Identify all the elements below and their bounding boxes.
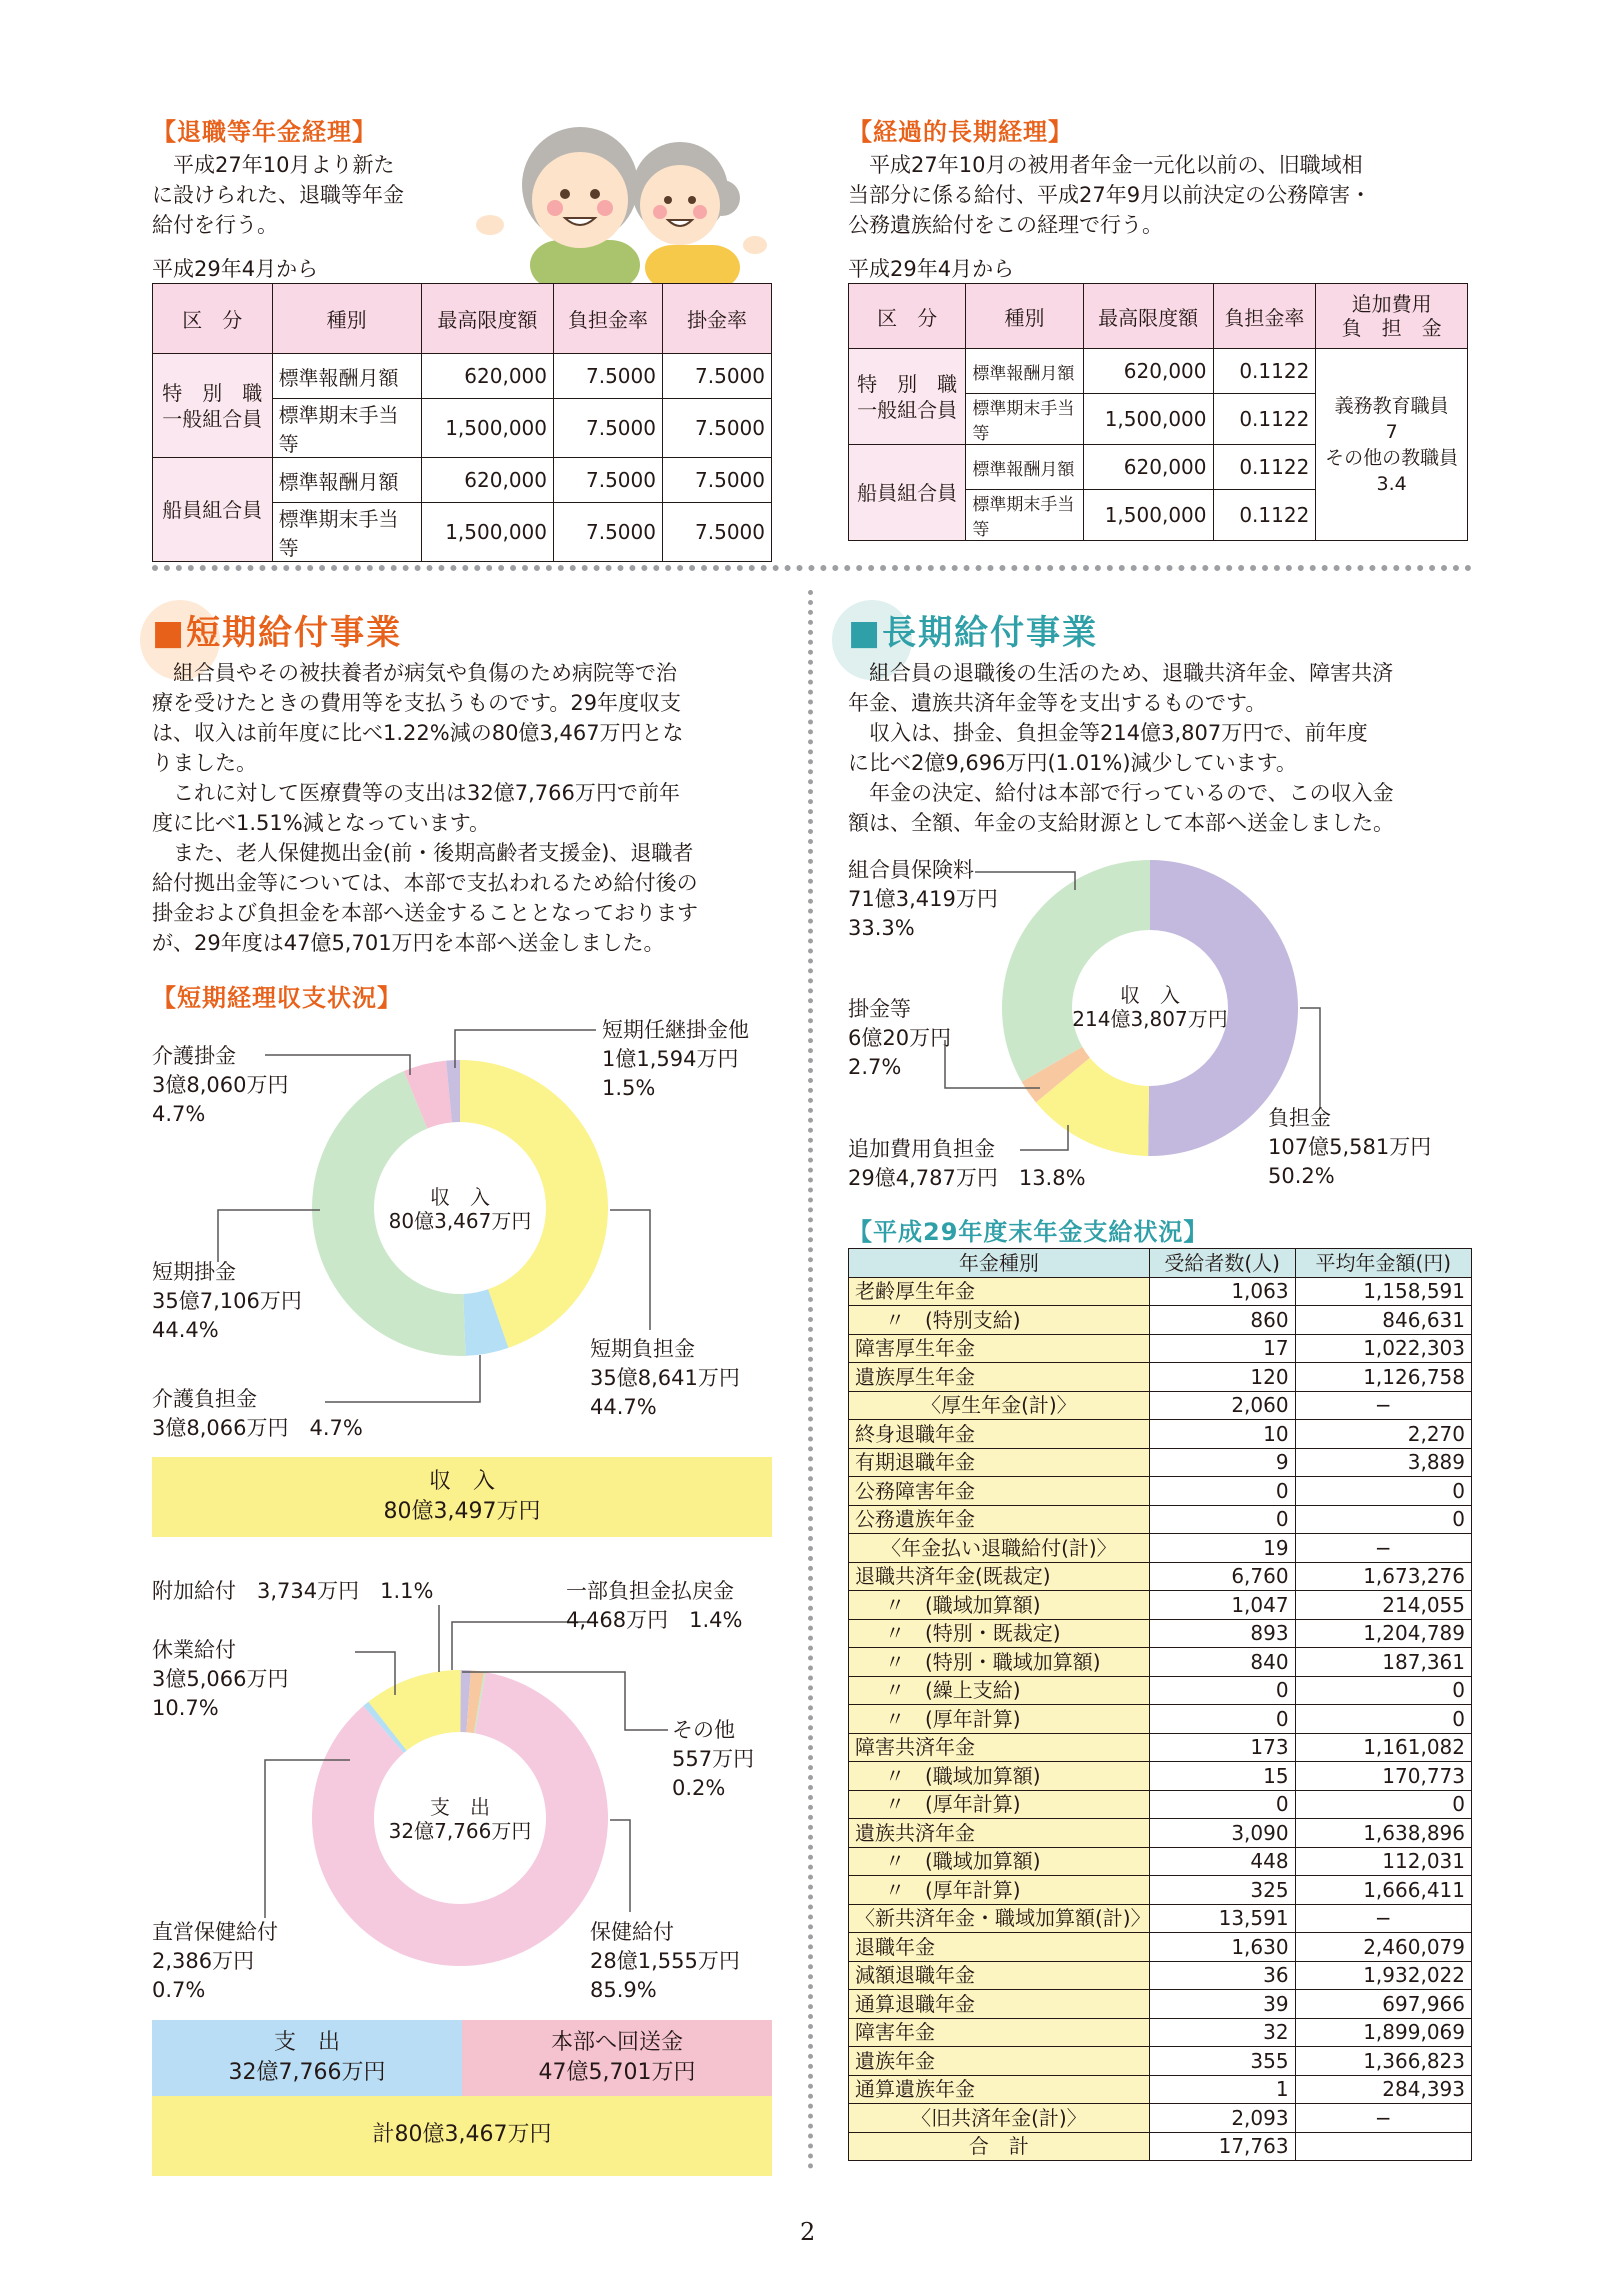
pension-value-cell: 1,022,303: [1295, 1334, 1471, 1363]
pension-header: 年金種別: [849, 1249, 1150, 1278]
pension-value-cell: 1,366,823: [1295, 2047, 1471, 2076]
table-row: [849, 1676, 1472, 1705]
pension-name-cell: 遺族年金: [849, 2047, 1150, 2076]
label-kyugyo: 休業給付 3億5,066万円 10.7%: [152, 1638, 289, 1720]
income-chart-center: 収 入 80億3,467万円: [388, 1185, 532, 1233]
table-row: [849, 1762, 1472, 1791]
table-row: [849, 1648, 1472, 1677]
table-row: [849, 1733, 1472, 1762]
horizontal-divider: [152, 565, 1472, 571]
pension-value-cell: 0: [1295, 1705, 1471, 1734]
pension-value-cell: 1,063: [1149, 1277, 1295, 1306]
pension-value-cell: 120: [1149, 1363, 1295, 1392]
pension-name-cell: 〃 (繰上支給): [849, 1676, 1150, 1705]
pension-value-cell: 1,126,758: [1295, 1363, 1471, 1392]
group-name: 特 別 職 一般組合員: [153, 354, 273, 458]
pension-value-cell: 1,932,022: [1295, 1961, 1471, 1990]
cell: 標準期末手当等: [966, 394, 1083, 445]
tsuika-extra: 義務教育職員 7 その他の教職員 3.4: [1316, 349, 1468, 541]
pension-name-cell: 〃 (厚年計算): [849, 1876, 1150, 1905]
cell: 標準報酬月額: [966, 349, 1083, 394]
table-row: [849, 1847, 1472, 1876]
cell: 620,000: [421, 354, 553, 399]
cell: 標準報酬月額: [272, 354, 421, 399]
pension-value-cell: 448: [1149, 1847, 1295, 1876]
pension-value-cell: 6,760: [1149, 1562, 1295, 1591]
pension-value-cell: 893: [1149, 1619, 1295, 1648]
pension-value-cell: 697,966: [1295, 1990, 1471, 2019]
cell: 0.1122: [1213, 394, 1316, 445]
label-tanki-futan: 短期負担金 35億8,641万円 44.7%: [590, 1337, 740, 1419]
cell: 標準報酬月額: [272, 458, 421, 503]
pension-value-cell: 2,060: [1149, 1391, 1295, 1420]
pension-name-cell: 老齢厚生年金: [849, 1277, 1150, 1306]
pension-value-cell: 1: [1149, 2075, 1295, 2104]
pension-value-cell: 2,270: [1295, 1420, 1471, 1449]
cell: 1,500,000: [1083, 394, 1213, 445]
taishoku-title: 【退職等年金経理】: [152, 118, 377, 146]
label-hokenryo: 組合員保険料 71億3,419万円 33.3%: [848, 858, 998, 940]
table-row: [849, 1819, 1472, 1848]
cell: 7.5000: [554, 399, 663, 458]
expense-box: 支 出 32億7,766万円: [152, 2020, 462, 2096]
pension-name-cell: 〃 (特別支給): [849, 1306, 1150, 1335]
pension-value-cell: 36: [1149, 1961, 1295, 1990]
pension-value-cell: 284,393: [1295, 2075, 1471, 2104]
pension-value-cell: 0: [1295, 1477, 1471, 1506]
pension-value-cell: 0: [1149, 1705, 1295, 1734]
pension-value-cell: 17: [1149, 1334, 1295, 1363]
cell: 0.1122: [1213, 349, 1316, 394]
pension-name-cell: 遺族厚生年金: [849, 1363, 1150, 1392]
cell: 標準期末手当等: [272, 399, 421, 458]
cell: 7.5000: [554, 503, 663, 562]
pension-value-cell: 1,630: [1149, 1933, 1295, 1962]
cell: 標準期末手当等: [272, 503, 421, 562]
pension-value-cell: [1295, 2132, 1471, 2161]
table-row: [849, 1334, 1472, 1363]
leader-lines-2: [0, 0, 1, 1]
pension-value-cell: 0: [1295, 1790, 1471, 1819]
label-kakekin: 掛金等 6億20万円 2.7%: [848, 997, 952, 1079]
pension-value-cell: 2,093: [1149, 2104, 1295, 2133]
cell: 7.5000: [662, 503, 771, 562]
cell: 0.1122: [1213, 445, 1316, 490]
pension-value-cell: −: [1295, 2104, 1471, 2133]
th-kubun: 区 分: [849, 284, 966, 349]
table-row: [849, 1477, 1472, 1506]
label-kaigo-kake: 介護掛金 3億8,060万円 4.7%: [152, 1044, 289, 1126]
group-name: 船員組合員: [153, 458, 273, 562]
table-row: [849, 1933, 1472, 1962]
cell: 7.5000: [662, 458, 771, 503]
th-shubetsu: 種別: [272, 284, 421, 354]
pension-name-cell: 障害年金: [849, 2018, 1150, 2047]
pension-name-cell: 通算退職年金: [849, 1990, 1150, 2019]
label-kaigo-futan: 介護負担金 3億8,066万円 4.7%: [152, 1387, 363, 1440]
pension-name-cell: 〈新共済年金・職域加算額(計)〉: [849, 1904, 1150, 1933]
pension-value-cell: 3,090: [1149, 1819, 1295, 1848]
pension-value-cell: 0: [1149, 1505, 1295, 1534]
pension-value-cell: 1,899,069: [1295, 2018, 1471, 2047]
table-row: [849, 1562, 1472, 1591]
table-row: [849, 2132, 1472, 2161]
group-name: 船員組合員: [849, 445, 966, 541]
cell: 0.1122: [1213, 490, 1316, 541]
pension-value-cell: 10: [1149, 1420, 1295, 1449]
cell: 標準期末手当等: [966, 490, 1083, 541]
pension-value-cell: −: [1295, 1391, 1471, 1420]
pension-value-cell: 32: [1149, 2018, 1295, 2047]
pension-value-cell: 1,638,896: [1295, 1819, 1471, 1848]
pension-name-cell: 〃 (厚年計算): [849, 1705, 1150, 1734]
group-name: 特 別 職 一般組合員: [849, 349, 966, 445]
th-futan: 負担金率: [554, 284, 663, 354]
cell: 7.5000: [554, 354, 663, 399]
pension-name-cell: 遺族共済年金: [849, 1819, 1150, 1848]
elderly-couple-illustration: [470, 90, 770, 290]
label-fuka: 附加給付 3,734万円 1.1%: [152, 1579, 434, 1603]
th-max: 最高限度額: [421, 284, 553, 354]
label-ichibu: 一部負担金払戻金 4,468万円 1.4%: [566, 1579, 743, 1632]
pension-value-cell: 13,591: [1149, 1904, 1295, 1933]
label-futan: 負担金 107億5,581万円 50.2%: [1268, 1106, 1432, 1188]
pension-table: [848, 1248, 1472, 2161]
keika-title: 【経過的長期経理】: [848, 118, 1073, 146]
page-number: 2: [800, 2218, 816, 2246]
table-row: [849, 2047, 1472, 2076]
cell: 標準報酬月額: [966, 445, 1083, 490]
pension-value-cell: 0: [1149, 1790, 1295, 1819]
pension-value-cell: 840: [1149, 1648, 1295, 1677]
label-tanki-kake: 短期掛金 35億7,106万円 44.4%: [152, 1260, 302, 1342]
pension-name-cell: 障害厚生年金: [849, 1334, 1150, 1363]
pension-value-cell: 214,055: [1295, 1591, 1471, 1620]
pension-name-cell: 終身退職年金: [849, 1420, 1150, 1449]
label-chokuei: 直営保健給付 2,386万円 0.7%: [152, 1920, 278, 2002]
pension-name-cell: 〃 (職域加算額): [849, 1762, 1150, 1791]
pension-value-cell: 325: [1149, 1876, 1295, 1905]
expense-chart-center: 支 出 32億7,766万円: [388, 1795, 532, 1843]
pension-value-cell: 1,047: [1149, 1591, 1295, 1620]
table-row: [849, 1790, 1472, 1819]
pension-value-cell: 0: [1149, 1477, 1295, 1506]
table-row: [849, 1306, 1472, 1335]
pension-name-cell: 〃 (職域加算額): [849, 1847, 1150, 1876]
table-row: [849, 1448, 1472, 1477]
cell: 1,500,000: [421, 503, 553, 562]
pension-value-cell: 1,666,411: [1295, 1876, 1471, 1905]
table-row: [849, 1876, 1472, 1905]
pension-name-cell: 合 計: [849, 2132, 1150, 2161]
cell: 620,000: [1083, 445, 1213, 490]
pension-value-cell: 170,773: [1295, 1762, 1471, 1791]
tanki-text: 組合員やその被扶養者が病気や負傷のため病院等で治 療を受けたときの費用等を支払うものです。29年度収支 は、収入は前年度に比べ1.22%減の80億3,467万円とな りました。 これに対して医療費等の支出は32億7,766万円で前年 度に比べ1.51%減となっています。 また、老人保健拠出金(前・後期高齢者支援金)、退職者 給付拠出金等については、本部で支払われるため給付後の 掛金および負担金を本部へ送金することとなっております が、29年度は47億5,701万円を本部へ送金しました。: [152, 661, 698, 955]
table-row: [849, 2075, 1472, 2104]
th-kubun: 区 分: [153, 284, 273, 354]
th-max: 最高限度額: [1083, 284, 1213, 349]
table-row: [849, 1277, 1472, 1306]
pension-name-cell: 〈厚生年金(計)〉: [849, 1391, 1150, 1420]
pension-name-cell: 退職年金: [849, 1933, 1150, 1962]
vertical-divider: [808, 590, 813, 2170]
pension-value-cell: 846,631: [1295, 1306, 1471, 1335]
pension-name-cell: 有期退職年金: [849, 1448, 1150, 1477]
honbu-box: 本部へ回送金 47億5,701万円: [462, 2020, 772, 2096]
pension-value-cell: 1,161,082: [1295, 1733, 1471, 1762]
choki-title: ■長期給付事業: [848, 613, 1099, 653]
taishoku-text: 平成27年10月より新た に設けられた、退職等年金 給付を行う。: [152, 153, 404, 237]
pension-value-cell: −: [1295, 1534, 1471, 1563]
th-kake: 掛金率: [662, 284, 771, 354]
pension-name-cell: 〃 (特別・既裁定): [849, 1619, 1150, 1648]
pension-value-cell: 355: [1149, 2047, 1295, 2076]
table-row: [849, 1961, 1472, 1990]
pension-name-cell: 退職共済年金(既裁定): [849, 1562, 1150, 1591]
table-row: [849, 2018, 1472, 2047]
keika-table: [848, 283, 1468, 541]
pension-header: 平均年金額(円): [1295, 1249, 1471, 1278]
pension-name-cell: 障害共済年金: [849, 1733, 1150, 1762]
table-row: [849, 1534, 1472, 1563]
choki-text: 組合員の退職後の生活のため、退職共済年金、障害共済 年金、遺族共済年金等を支出するものです。 収入は、掛金、負担金等214億3,807万円で、前年度 に比べ2億9,696万円(1.01%)減少しています。 年金の決定、給付は本部で行っているので、この収入金 額は、全額、年金の支給財源として本部へ送金しました。: [848, 661, 1394, 835]
pension-name-cell: 〈旧共済年金(計)〉: [849, 2104, 1150, 2133]
pension-name-cell: 公務遺族年金: [849, 1505, 1150, 1534]
pension-title: 【平成29年度末年金支給状況】: [848, 1218, 1209, 1246]
pension-name-cell: 減額退職年金: [849, 1961, 1150, 1990]
pension-value-cell: 1,204,789: [1295, 1619, 1471, 1648]
pension-name-cell: 〃 (職域加算額): [849, 1591, 1150, 1620]
label-hoken: 保健給付 28億1,555万円 85.9%: [590, 1920, 740, 2002]
th-futan: 負担金率: [1213, 284, 1316, 349]
pension-value-cell: 39: [1149, 1990, 1295, 2019]
keika-date: 平成29年4月から: [848, 257, 1015, 281]
pension-value-cell: 19: [1149, 1534, 1295, 1563]
th-tsuika: 追加費用 負 担 金: [1316, 284, 1468, 349]
cell: 620,000: [1083, 349, 1213, 394]
leader-lines: [0, 0, 1, 1]
label-ninin: 短期任継掛金他 1億1,594万円 1.5%: [602, 1018, 749, 1100]
cell: 1,500,000: [1083, 490, 1213, 541]
pension-value-cell: 0: [1149, 1676, 1295, 1705]
pension-value-cell: 860: [1149, 1306, 1295, 1335]
income-box: 収 入 80億3,497万円: [152, 1457, 772, 1537]
pension-name-cell: 公務障害年金: [849, 1477, 1150, 1506]
cell: 7.5000: [662, 399, 771, 458]
th-shubetsu: 種別: [966, 284, 1083, 349]
pension-value-cell: 9: [1149, 1448, 1295, 1477]
pension-value-cell: 0: [1295, 1676, 1471, 1705]
pension-value-cell: 1,158,591: [1295, 1277, 1471, 1306]
table-row: [849, 1591, 1472, 1620]
table-row: [849, 1420, 1472, 1449]
taishoku-table: [152, 283, 772, 562]
table-row: [849, 1391, 1472, 1420]
table-row: [849, 1990, 1472, 2019]
pension-header: 受給者数(人): [1149, 1249, 1295, 1278]
pension-value-cell: 173: [1149, 1733, 1295, 1762]
cell: 1,500,000: [421, 399, 553, 458]
pension-value-cell: 112,031: [1295, 1847, 1471, 1876]
pension-value-cell: 2,460,079: [1295, 1933, 1471, 1962]
pension-value-cell: −: [1295, 1904, 1471, 1933]
pension-value-cell: 187,361: [1295, 1648, 1471, 1677]
total-box: 計80億3,467万円: [152, 2096, 772, 2176]
pension-value-cell: 15: [1149, 1762, 1295, 1791]
pension-value-cell: 3,889: [1295, 1448, 1471, 1477]
table-row: [849, 1505, 1472, 1534]
taishoku-date: 平成29年4月から: [152, 257, 319, 281]
keika-text: 平成27年10月の被用者年金一元化以前の、旧職域相 当部分に係る給付、平成27年9月以前決定の公務障害・ 公務遺族給付をこの経理で行う。: [848, 153, 1372, 237]
table-row: [849, 1904, 1472, 1933]
slice-組合員保険料: [1002, 860, 1150, 1082]
pension-value-cell: 0: [1295, 1505, 1471, 1534]
choki-chart-center: 収 入 214億3,807万円: [1072, 983, 1228, 1031]
cell: 7.5000: [554, 458, 663, 503]
tanki-title: ■短期給付事業: [152, 613, 403, 653]
label-tsuika: 追加費用負担金 29億4,787万円 13.8%: [848, 1137, 1086, 1190]
table-row: [849, 2104, 1472, 2133]
tanki-sub-title: 【短期経理収支状況】: [152, 984, 402, 1012]
cell: 620,000: [421, 458, 553, 503]
cell: 7.5000: [662, 354, 771, 399]
table-row: [849, 1705, 1472, 1734]
leader-lines-3: [0, 0, 1, 1]
table-row: [849, 1619, 1472, 1648]
pension-name-cell: 〃 (特別・職域加算額): [849, 1648, 1150, 1677]
pension-name-cell: 〃 (厚年計算): [849, 1790, 1150, 1819]
pension-value-cell: 17,763: [1149, 2132, 1295, 2161]
pension-name-cell: 通算遺族年金: [849, 2075, 1150, 2104]
table-row: [849, 1363, 1472, 1392]
pension-name-cell: 〈年金払い退職給付(計)〉: [849, 1534, 1150, 1563]
pension-value-cell: 1,673,276: [1295, 1562, 1471, 1591]
label-sonota: その他 557万円 0.2%: [672, 1718, 755, 1800]
